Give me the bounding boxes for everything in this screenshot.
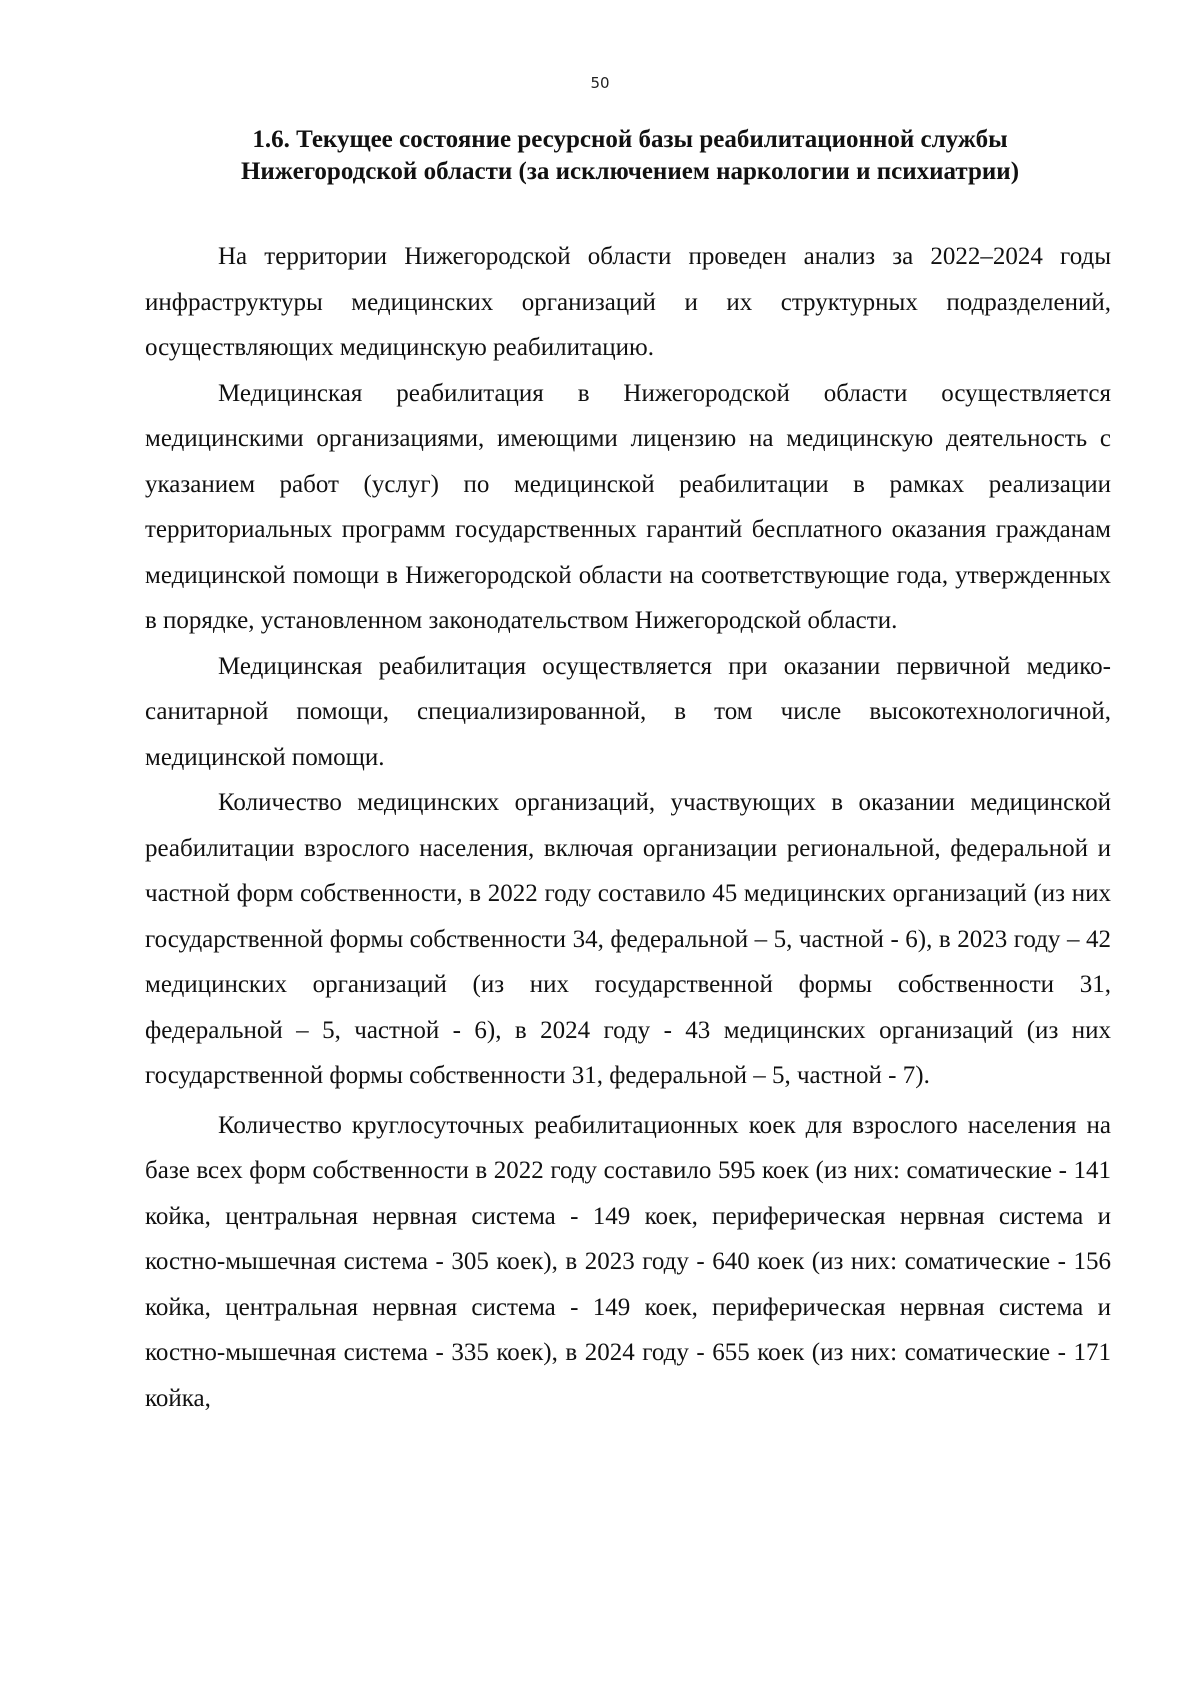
paragraph-analysis: На территории Нижегородской области проведен анализ за 2022–2024 годы инфраструктуры медицинских организаций и их структурных подразделений, осуществляющих медицинскую реабилитацию. (145, 243, 1111, 361)
body-text (145, 234, 1111, 1421)
section-heading-line-2: Нижегородской области (за исключением наркологии и психиатрии) (240, 158, 1020, 185)
paragraph-licensing: Медицинская реабилитация в Нижегородской области осуществляется медицинскими организациями, имеющими лицензию на медицинскую деятельность с указанием работ (услуг) по медицинской реабилитации в рамках реализации территориальных программ государственных гарантий бесплатного оказания гражданам медицинской помощи в Нижегородской области на соответствующие года, утвержденных в порядке, установленном законодательством Нижегородской области. (145, 379, 1111, 634)
paragraph-beds-count: Количество круглосуточных реабилитационных коек для взрослого населения на базе всех форм собственности в 2022 году составило 595 коек (из них: соматические - 141 койка, центральная нервная система - 149 коек, периферическая нервная система и костно-мышечная система - 305 коек), в 2023 году - 640 коек (из них: соматические - 156 койка, центральная нервная система - 149 коек, периферическая нервная система и костно-мышечная система - 335 коек), в 2024 году - 655 коек (из них: соматические - 171 койка, (145, 1111, 1111, 1412)
paragraph-organizations-count: Количество медицинских организаций, участвующих в оказании медицинской реабилитации взрослого населения, включая организации региональной, федеральной и частной форм собственности, в 2022 году составило 45 медицинских организаций (из них государственной формы собственности 34, федеральной – 5, частной - 6), в 2023 году – 42 медицинских организаций (из них государственной формы собственности 31, федеральной – 5, частной - 6), в 2024 году - 43 медицинских организаций (из них государственной формы собственности 31, федеральной – 5, частной - 7). (145, 789, 1111, 1089)
section-heading-line-1: 1.6. Текущее состояние ресурсной базы реабилитационной службы (252, 126, 1008, 153)
paragraph-care-types: Медицинская реабилитация осуществляется при оказании первичной медико-санитарной помощи, специализированной, в том числе высокотехнологичной, медицинской помощи. (145, 652, 1111, 771)
section-heading (150, 124, 1110, 188)
page-number: 50 (590, 74, 610, 92)
